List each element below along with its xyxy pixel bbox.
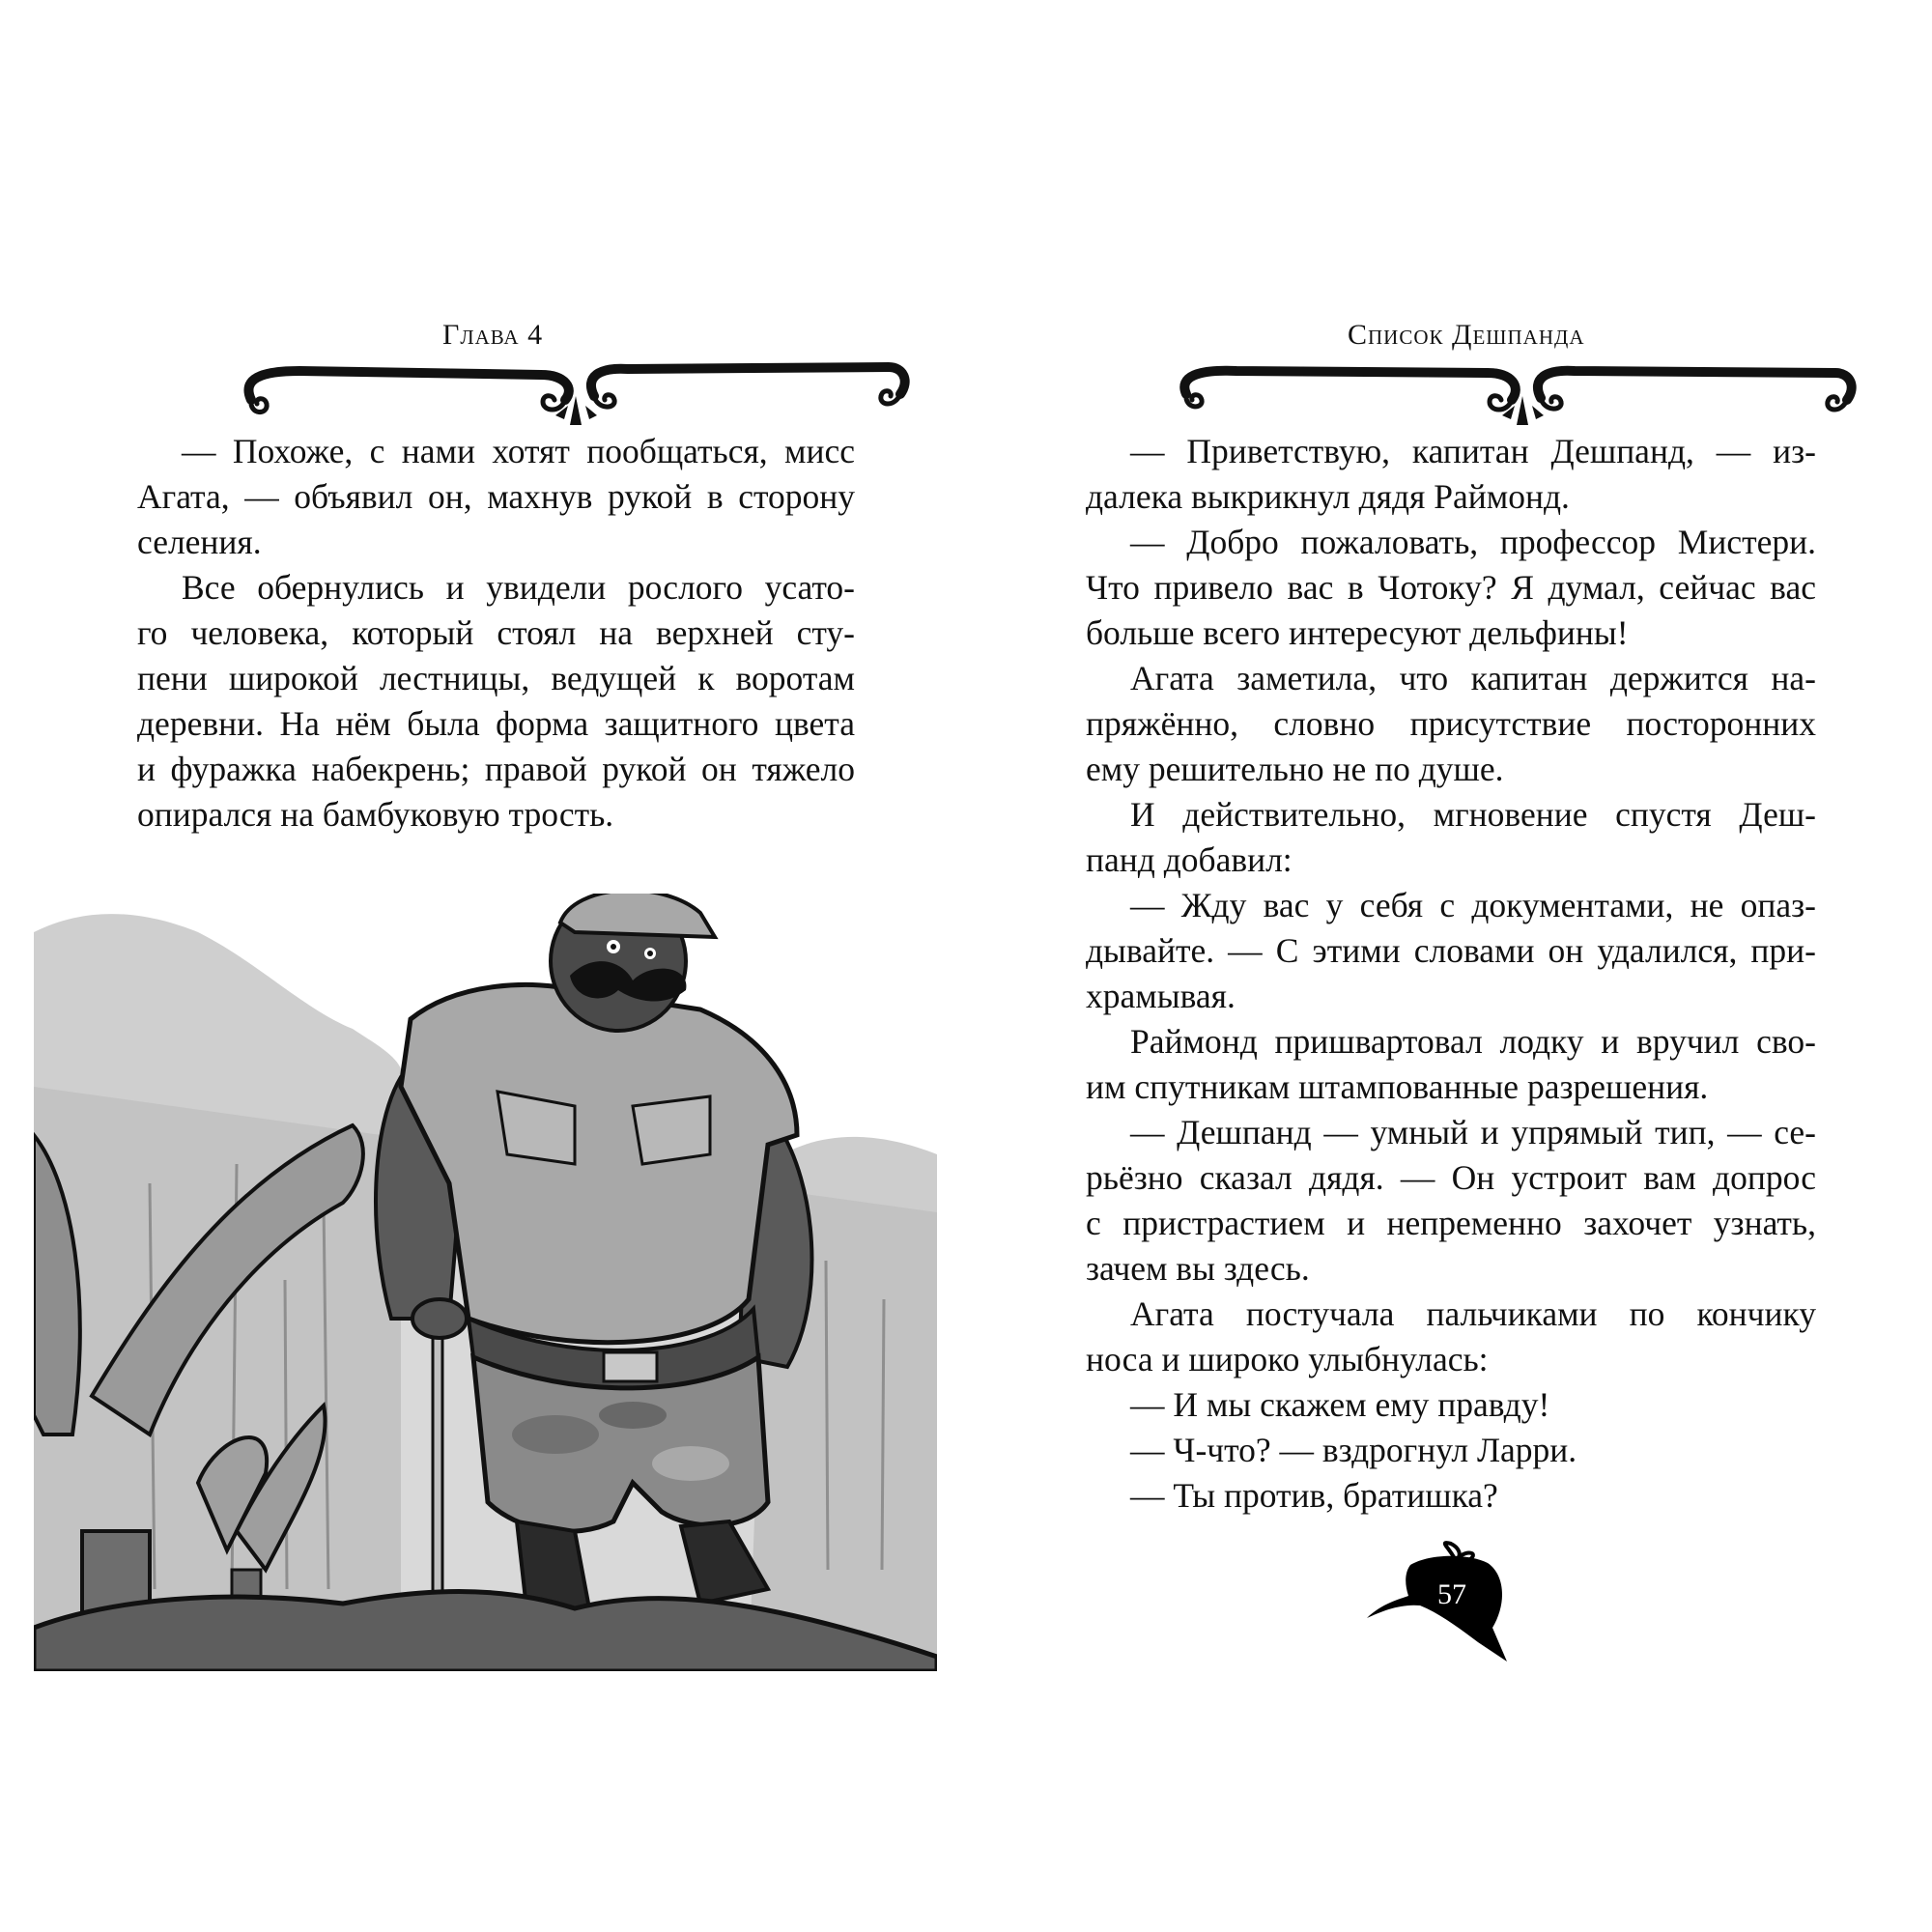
text-line: ему решительно не по душе. bbox=[1086, 750, 1504, 788]
running-head-chapter: Глава 4 bbox=[442, 319, 544, 351]
text-line: Агата заметила, что капитан держится на- bbox=[1130, 659, 1816, 697]
text-line: далека выкрикнул дядя Раймонд. bbox=[1086, 477, 1570, 516]
text-line: — Жду вас у себя с документами, не опаз- bbox=[1130, 886, 1816, 924]
text-line: — Ты против, братишка? bbox=[1130, 1476, 1498, 1515]
text-line: опирался на бамбуковую трость. bbox=[137, 795, 614, 834]
text-line: пени широкой лестницы, ведущей к воротам bbox=[137, 659, 855, 697]
text-line: — Ч-что? — вздрогнул Ларри. bbox=[1130, 1431, 1577, 1469]
text-line: Агата, — объявил он, махнув рукой в сторону bbox=[137, 477, 855, 516]
text-line: больше всего интересуют дельфины! bbox=[1086, 613, 1629, 652]
text-line: им спутникам штампованные разрешения. bbox=[1086, 1067, 1709, 1106]
running-head-title: Список Дешпанда bbox=[1348, 319, 1585, 351]
text-line: — И мы скажем ему правду! bbox=[1130, 1385, 1550, 1424]
text-line: дывайте. — С этими словами он удалился, при- bbox=[1086, 931, 1816, 970]
text-line: И действительно, мгновение спустя Деш- bbox=[1130, 795, 1816, 834]
text-line: деревни. На нём была форма защитного цвета bbox=[137, 704, 855, 743]
text-line: пряжённо, словно присутствие посторонних bbox=[1086, 704, 1816, 743]
text-line: носа и широко улыбнулась: bbox=[1086, 1340, 1489, 1378]
text-line: — Похоже, с нами хотят пообщаться, мисс bbox=[182, 432, 855, 470]
captain-illustration bbox=[34, 894, 937, 1671]
text-line: — Добро пожаловать, профессор Мистери. bbox=[1130, 523, 1816, 561]
page-number: 57 bbox=[1437, 1578, 1466, 1610]
text-line: зачем вы здесь. bbox=[1086, 1249, 1310, 1288]
text-line: Что привело вас в Чотоку? Я думал, сейчас вас bbox=[1086, 568, 1816, 607]
page-number-badge bbox=[1362, 1536, 1536, 1671]
flourish-divider-icon bbox=[222, 359, 918, 429]
text-line: храмывая. bbox=[1086, 977, 1236, 1015]
text-line: с пристрастием и непременно захочет узнать, bbox=[1086, 1204, 1816, 1242]
text-line: рьёзно сказал дядя. — Он устроит вам допрос bbox=[1086, 1158, 1816, 1197]
text-line: — Дешпанд — умный и упрямый тип, — се- bbox=[1130, 1113, 1816, 1151]
text-line: Раймонд пришвартовал лодку и вручил сво- bbox=[1130, 1022, 1816, 1061]
text-line: Агата постучала пальчиками по кончику bbox=[1130, 1294, 1816, 1333]
text-line: и фуражка набекрень; правой рукой он тяжело bbox=[137, 750, 855, 788]
text-line: го человека, который стоял на верхней сту- bbox=[137, 613, 855, 652]
flourish-divider-icon bbox=[1169, 359, 1864, 429]
text-line: — Приветствую, капитан Дешпанд, — из- bbox=[1130, 432, 1816, 470]
text-line: селения. bbox=[137, 523, 262, 561]
right-page-body bbox=[1086, 429, 1816, 1519]
text-line: Все обернулись и увидели рослого усато- bbox=[182, 568, 855, 607]
text-line: панд добавил: bbox=[1086, 840, 1293, 879]
left-page-body bbox=[137, 429, 855, 838]
